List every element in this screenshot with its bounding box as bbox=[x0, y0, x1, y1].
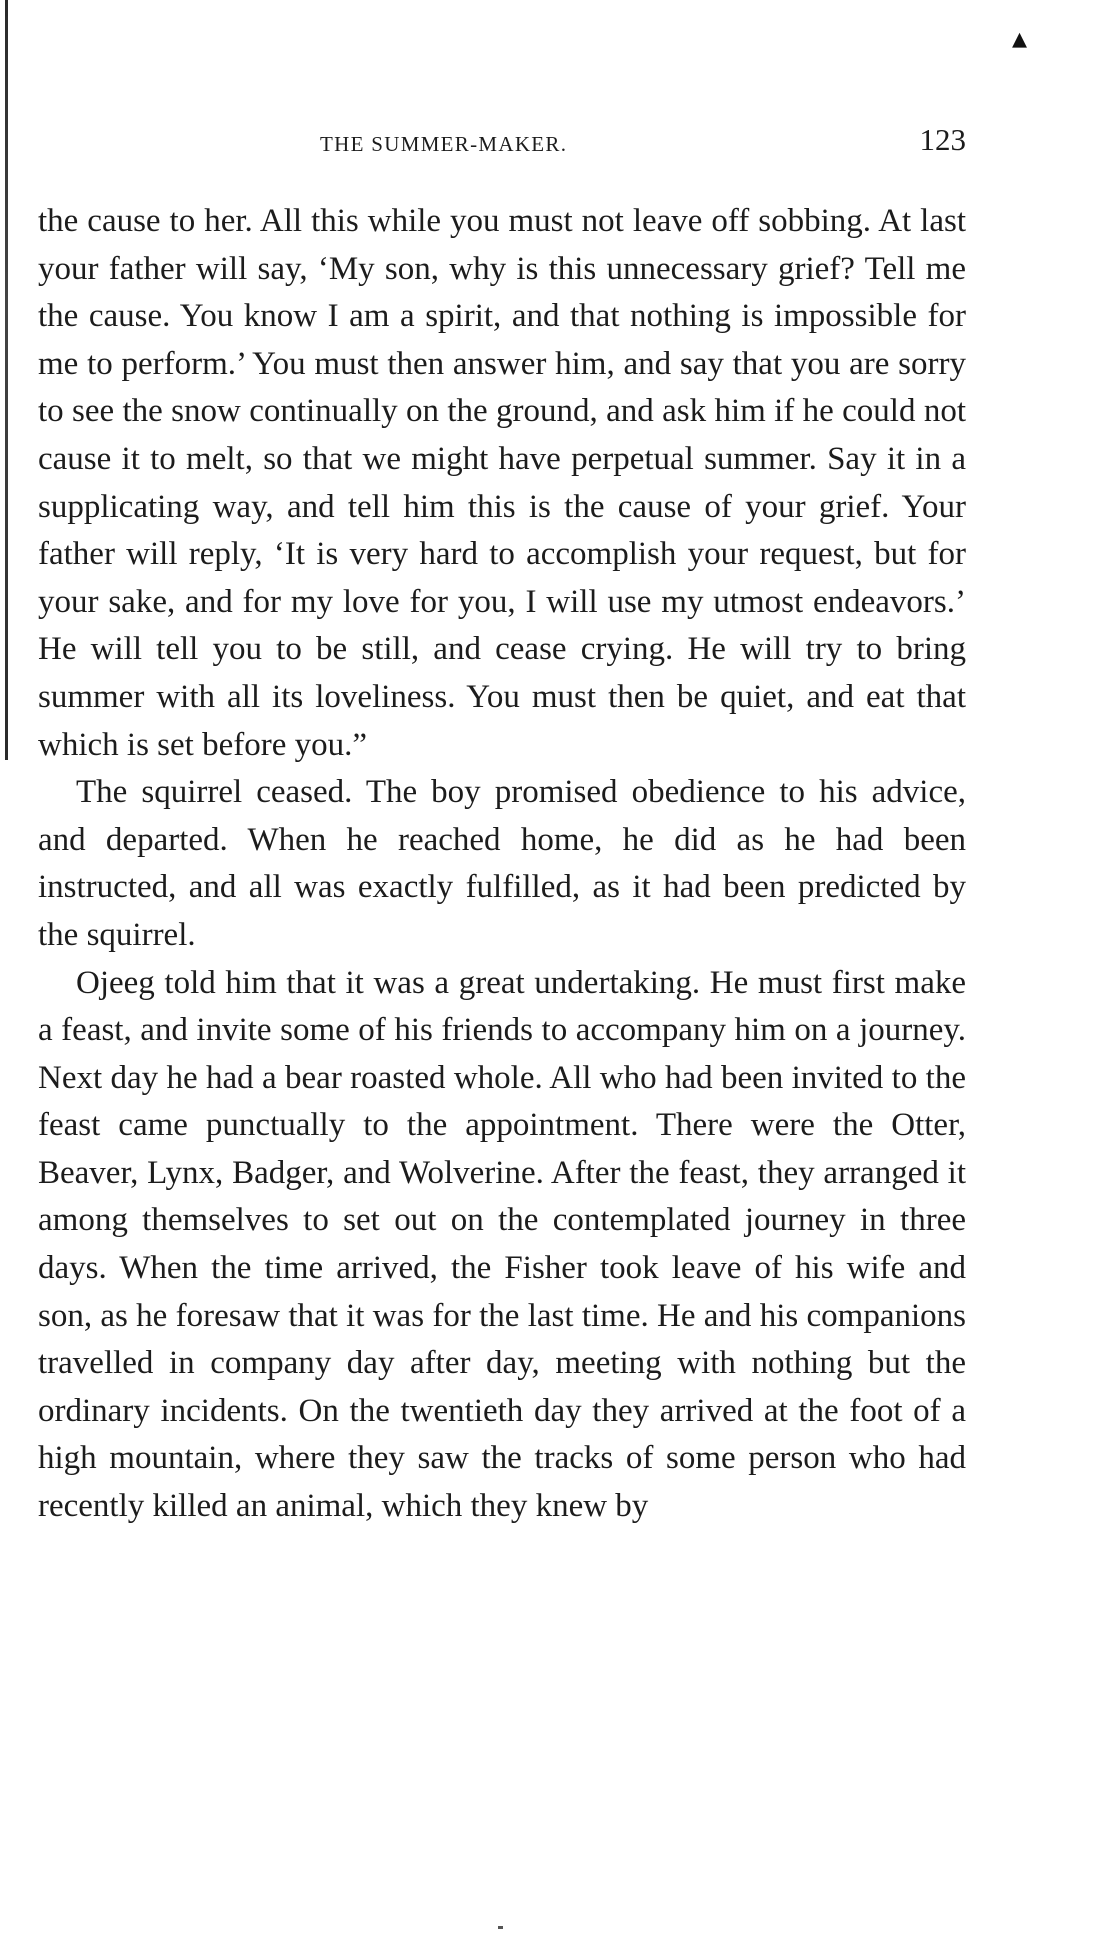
paragraph: Ojeeg told him that it was a great undertaking. He must first make a feast, and invite some of his friends to accompany him on a journey. Next day he had a bear roasted whole. All who had been invited to the feast came punctually to the appointment. There were the Otter, Beaver, Lynx, Badger, and Wolverine. After the feast, they arranged it among themselves to set out on the contemplated journey in three days. When the time arrived, the Fisher took leave of his wife and son, as he foresaw that it was for the last time. He and his companions travelled in company day after day, meeting with nothing but the ordinary incidents. On the twentieth day they arrived at the foot of a high mountain, where they saw the tracks of some person who had recently killed an animal, which they knew by bbox=[38, 964, 966, 1525]
ink-blot-mark: ▴ bbox=[1012, 22, 1028, 55]
running-head bbox=[36, 122, 966, 162]
paragraph: The squirrel ceased. The boy promised obedience to his advice, and departed. When he reached home, he did as he had been instructed, and all was exactly fulfilled, as it had been predicted by the squirrel. bbox=[38, 774, 966, 953]
running-title: THE SUMMER-MAKER. bbox=[320, 132, 568, 156]
binding-rule bbox=[5, 0, 8, 760]
paragraph-continued: the cause to her. All this while you must not leave off sobbing. At last your father will say, ‘My son, why is this unnecessary grief? Tell me the cause. You know I am a spirit, and that nothing is impossible for me to perform.’ You must then answer him, and say that you are sorry to see the snow continually on the ground, and ask him if he could not cause it to melt, so that we might have perpetual summer. Say it in a supplicating way, and tell him this is the cause of your grief. Your father will reply, ‘It is very hard to accomplish your request, but for your sake, and for my love for you, I will use my utmost endeavors.’ He will tell you to be still, and cease crying. He will try to bring summer with all its loveliness. You must then be quiet, and eat that which is set before you.” bbox=[38, 203, 966, 763]
body-text bbox=[38, 198, 966, 1531]
print-speck bbox=[498, 1926, 503, 1929]
page-number: 123 bbox=[919, 122, 966, 157]
